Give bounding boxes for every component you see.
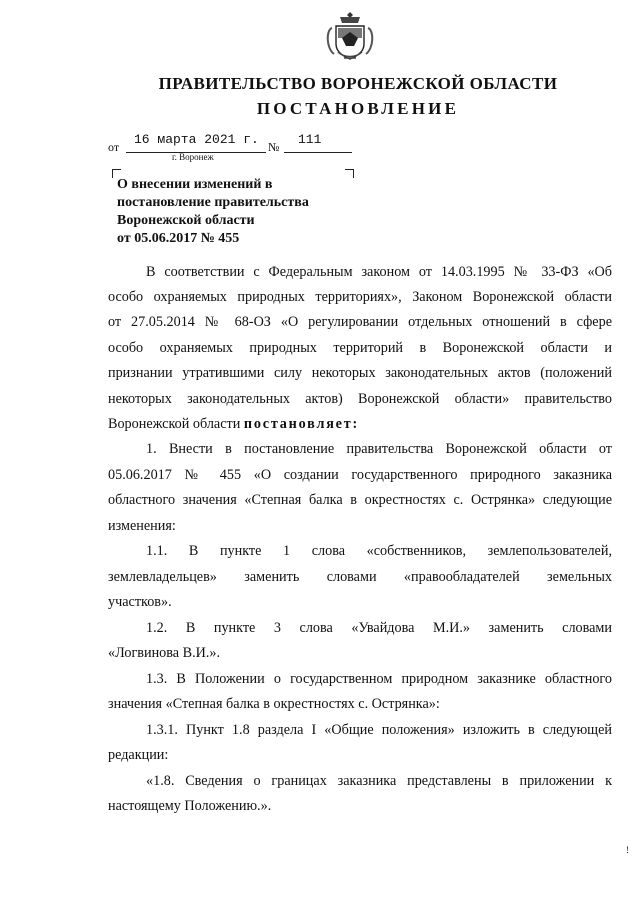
number-label: № [268, 140, 280, 154]
body-line: настоящему Положению.». [108, 798, 272, 814]
coat-of-arms-icon [324, 8, 376, 66]
decree-line [108, 416, 612, 433]
decree-prefix: Воронежской области [108, 416, 244, 432]
decree-word: постановляет: [243, 416, 360, 432]
from-label: от [108, 140, 120, 154]
body-line: от 27.05.2014 № 68-ОЗ «О регулировании отдельных отношений в сфере [108, 314, 612, 330]
body-line: областного значения «Степная балка в окрестностях с. Острянка» следующие [108, 492, 612, 508]
body-line: «1.8. Сведения о границах заказника представлены в приложении к [146, 773, 612, 789]
body-line: особо охраняемых природных территорий в Воронежской области и [108, 340, 612, 356]
subject-line: О внесении изменений в [117, 177, 273, 192]
body-line: 1. Внести в постановление правительства Воронежской области от [146, 441, 612, 457]
body-line: «Логвинова В.И.». [108, 645, 221, 661]
government-title: ПРАВИТЕЛЬСТВО ВОРОНЕЖСКОЙ ОБЛАСТИ [158, 74, 558, 93]
body-line: изменения: [108, 518, 176, 534]
subject-line: от 05.06.2017 № 455 [117, 231, 240, 246]
body-line: 1.3. В Положении о государственном природном заказнике областного [146, 671, 612, 687]
body-line: 1.1. В пункте 1 слова «собственников, землепользователей, [146, 543, 612, 559]
number-underline [284, 152, 352, 153]
document-subject [117, 176, 377, 248]
subject-line: Воронежской области [117, 213, 255, 228]
document-type: ПОСТАНОВЛЕНИЕ [256, 99, 460, 118]
city: г. Воронеж [172, 152, 214, 162]
body-line: особо охраняемых природных территориях», Законом Воронежской области [108, 289, 612, 305]
body-line: землевладельцев» заменить словами «правообладателей земельных [108, 569, 612, 585]
document-date: 16 марта 2021 г. [134, 132, 259, 147]
document-number: 111 [298, 132, 322, 147]
body-line: 1.2. В пункте 3 слова «Увайдова М.И.» заменить словами [146, 620, 612, 636]
body-line: 05.06.2017 № 455 «О создании государственного природного заказника [108, 467, 612, 483]
body-line: 1.3.1. Пункт 1.8 раздела I «Общие положения» изложить в следующей [146, 722, 612, 738]
body-line: редакции: [108, 747, 169, 763]
body-line: В соответствии с Федеральным законом от 14.03.1995 № 33-ФЗ «Об [146, 264, 612, 280]
body-line: участков». [108, 594, 172, 610]
body-line: некоторых законодательных актов) Воронежской области» правительство [108, 391, 612, 407]
body-line: признании утратившими силу некоторых законодательных актов (положений [108, 365, 612, 381]
body-line: значения «Степная балка в окрестностях с. Острянка»: [108, 696, 440, 712]
subject-line: постановление правительства [117, 195, 309, 210]
margin-mark: ! [626, 845, 629, 855]
